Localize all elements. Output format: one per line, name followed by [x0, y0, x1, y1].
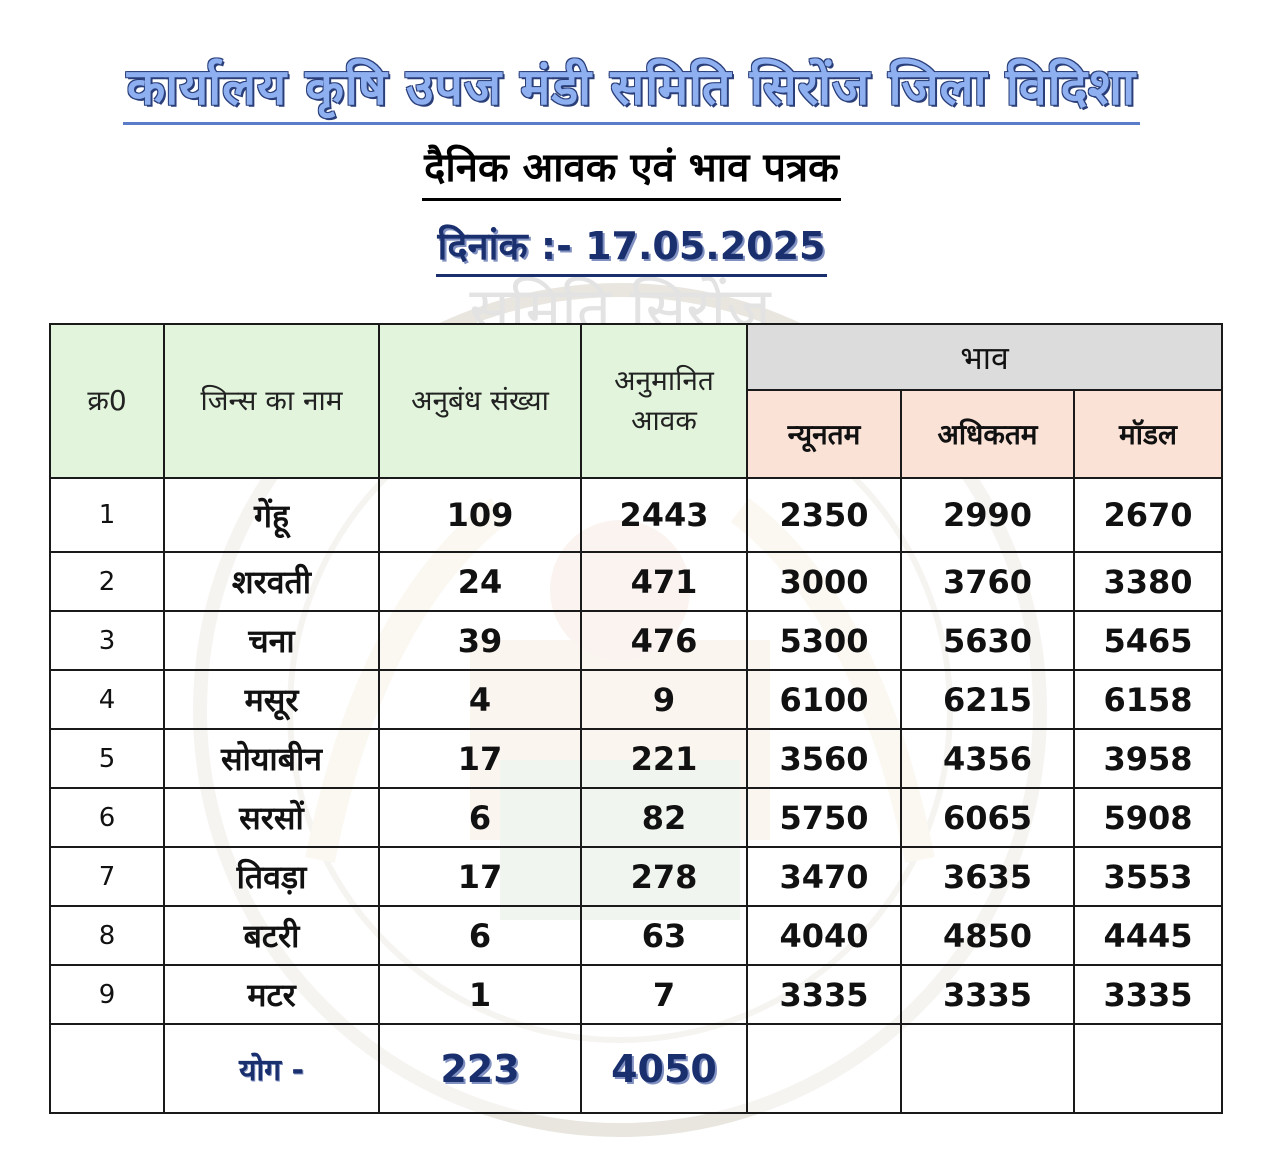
- row-arrival: 471: [581, 552, 747, 611]
- office-title-text: कार्यालय कृषि उपज मंडी समिति सिरोंज जिला विदिशा: [123, 52, 1140, 125]
- row-max-price: 6215: [901, 670, 1074, 729]
- row-arrival: 63: [581, 906, 747, 965]
- row-commodity: तिवड़ा: [164, 847, 379, 906]
- row-sno: 4: [50, 670, 164, 729]
- row-arrival: 2443: [581, 478, 747, 552]
- row-contracts: 109: [379, 478, 581, 552]
- col-header-contracts: अनुबंध संख्या: [379, 324, 581, 478]
- table-row: [50, 965, 1222, 1024]
- row-min-price: 6100: [747, 670, 901, 729]
- row-commodity: मसूर: [164, 670, 379, 729]
- row-commodity: मटर: [164, 965, 379, 1024]
- row-max-price: 3635: [901, 847, 1074, 906]
- total-model-empty: [1074, 1024, 1222, 1113]
- row-sno: 7: [50, 847, 164, 906]
- col-header-price-group: भाव: [747, 324, 1222, 390]
- table-row: [50, 729, 1222, 788]
- row-max-price: 6065: [901, 788, 1074, 847]
- col-header-arrival: अनुमानित आवक: [581, 324, 747, 478]
- row-contracts: 6: [379, 906, 581, 965]
- table-row: [50, 552, 1222, 611]
- total-sno-empty: [50, 1024, 164, 1113]
- watermark-text: समिति सिरोंज: [469, 275, 771, 345]
- row-model-price: 3380: [1074, 552, 1222, 611]
- row-contracts: 17: [379, 847, 581, 906]
- row-max-price: 4850: [901, 906, 1074, 965]
- row-contracts: 1: [379, 965, 581, 1024]
- total-max-empty: [901, 1024, 1074, 1113]
- table-row: [50, 847, 1222, 906]
- row-arrival: 278: [581, 847, 747, 906]
- col-header-commodity: जिन्स का नाम: [164, 324, 379, 478]
- row-min-price: 3470: [747, 847, 901, 906]
- row-min-price: 5300: [747, 611, 901, 670]
- row-sno: 6: [50, 788, 164, 847]
- total-row: [50, 1024, 1222, 1113]
- row-model-price: 5465: [1074, 611, 1222, 670]
- table-row: [50, 906, 1222, 965]
- row-contracts: 6: [379, 788, 581, 847]
- row-arrival: 221: [581, 729, 747, 788]
- row-model-price: 3958: [1074, 729, 1222, 788]
- row-min-price: 3560: [747, 729, 901, 788]
- row-sno: 3: [50, 611, 164, 670]
- row-sno: 1: [50, 478, 164, 552]
- arrival-price-table: [49, 323, 1223, 1114]
- row-arrival: 82: [581, 788, 747, 847]
- row-min-price: 5750: [747, 788, 901, 847]
- row-min-price: 4040: [747, 906, 901, 965]
- total-min-empty: [747, 1024, 901, 1113]
- row-arrival: 9: [581, 670, 747, 729]
- row-commodity: चना: [164, 611, 379, 670]
- document-subtitle-text: दैनिक आवक एवं भाव पत्रक: [422, 138, 841, 201]
- row-commodity: सरसों: [164, 788, 379, 847]
- row-contracts: 4: [379, 670, 581, 729]
- table-row: [50, 611, 1222, 670]
- row-max-price: 3335: [901, 965, 1074, 1024]
- col-header-sno: क्र0: [50, 324, 164, 478]
- row-max-price: 2990: [901, 478, 1074, 552]
- col-header-max: अधिकतम: [901, 390, 1074, 478]
- row-contracts: 24: [379, 552, 581, 611]
- row-sno: 9: [50, 965, 164, 1024]
- row-model-price: 3335: [1074, 965, 1222, 1024]
- row-sno: 2: [50, 552, 164, 611]
- row-commodity: गेंहू: [164, 478, 379, 552]
- document-date-text: दिनांक :- 17.05.2025: [436, 218, 828, 277]
- total-contracts: 223: [379, 1024, 581, 1113]
- row-model-price: 5908: [1074, 788, 1222, 847]
- table-row: [50, 478, 1222, 552]
- row-max-price: 5630: [901, 611, 1074, 670]
- row-arrival: 7: [581, 965, 747, 1024]
- office-title: [0, 52, 1263, 125]
- total-label: योग -: [164, 1024, 379, 1113]
- total-arrival: 4050: [581, 1024, 747, 1113]
- row-contracts: 17: [379, 729, 581, 788]
- row-arrival: 476: [581, 611, 747, 670]
- row-commodity: बटरी: [164, 906, 379, 965]
- row-contracts: 39: [379, 611, 581, 670]
- row-max-price: 3760: [901, 552, 1074, 611]
- table-row: [50, 670, 1222, 729]
- table-row: [50, 788, 1222, 847]
- row-min-price: 3335: [747, 965, 901, 1024]
- row-sno: 5: [50, 729, 164, 788]
- row-max-price: 4356: [901, 729, 1074, 788]
- document-subtitle: [0, 138, 1263, 201]
- row-commodity: शरवती: [164, 552, 379, 611]
- row-model-price: 4445: [1074, 906, 1222, 965]
- col-header-model: मॉडल: [1074, 390, 1222, 478]
- row-model-price: 3553: [1074, 847, 1222, 906]
- row-sno: 8: [50, 906, 164, 965]
- row-commodity: सोयाबीन: [164, 729, 379, 788]
- row-min-price: 2350: [747, 478, 901, 552]
- row-model-price: 2670: [1074, 478, 1222, 552]
- row-min-price: 3000: [747, 552, 901, 611]
- col-header-min: न्यूनतम: [747, 390, 901, 478]
- document-date: [0, 218, 1263, 277]
- row-model-price: 6158: [1074, 670, 1222, 729]
